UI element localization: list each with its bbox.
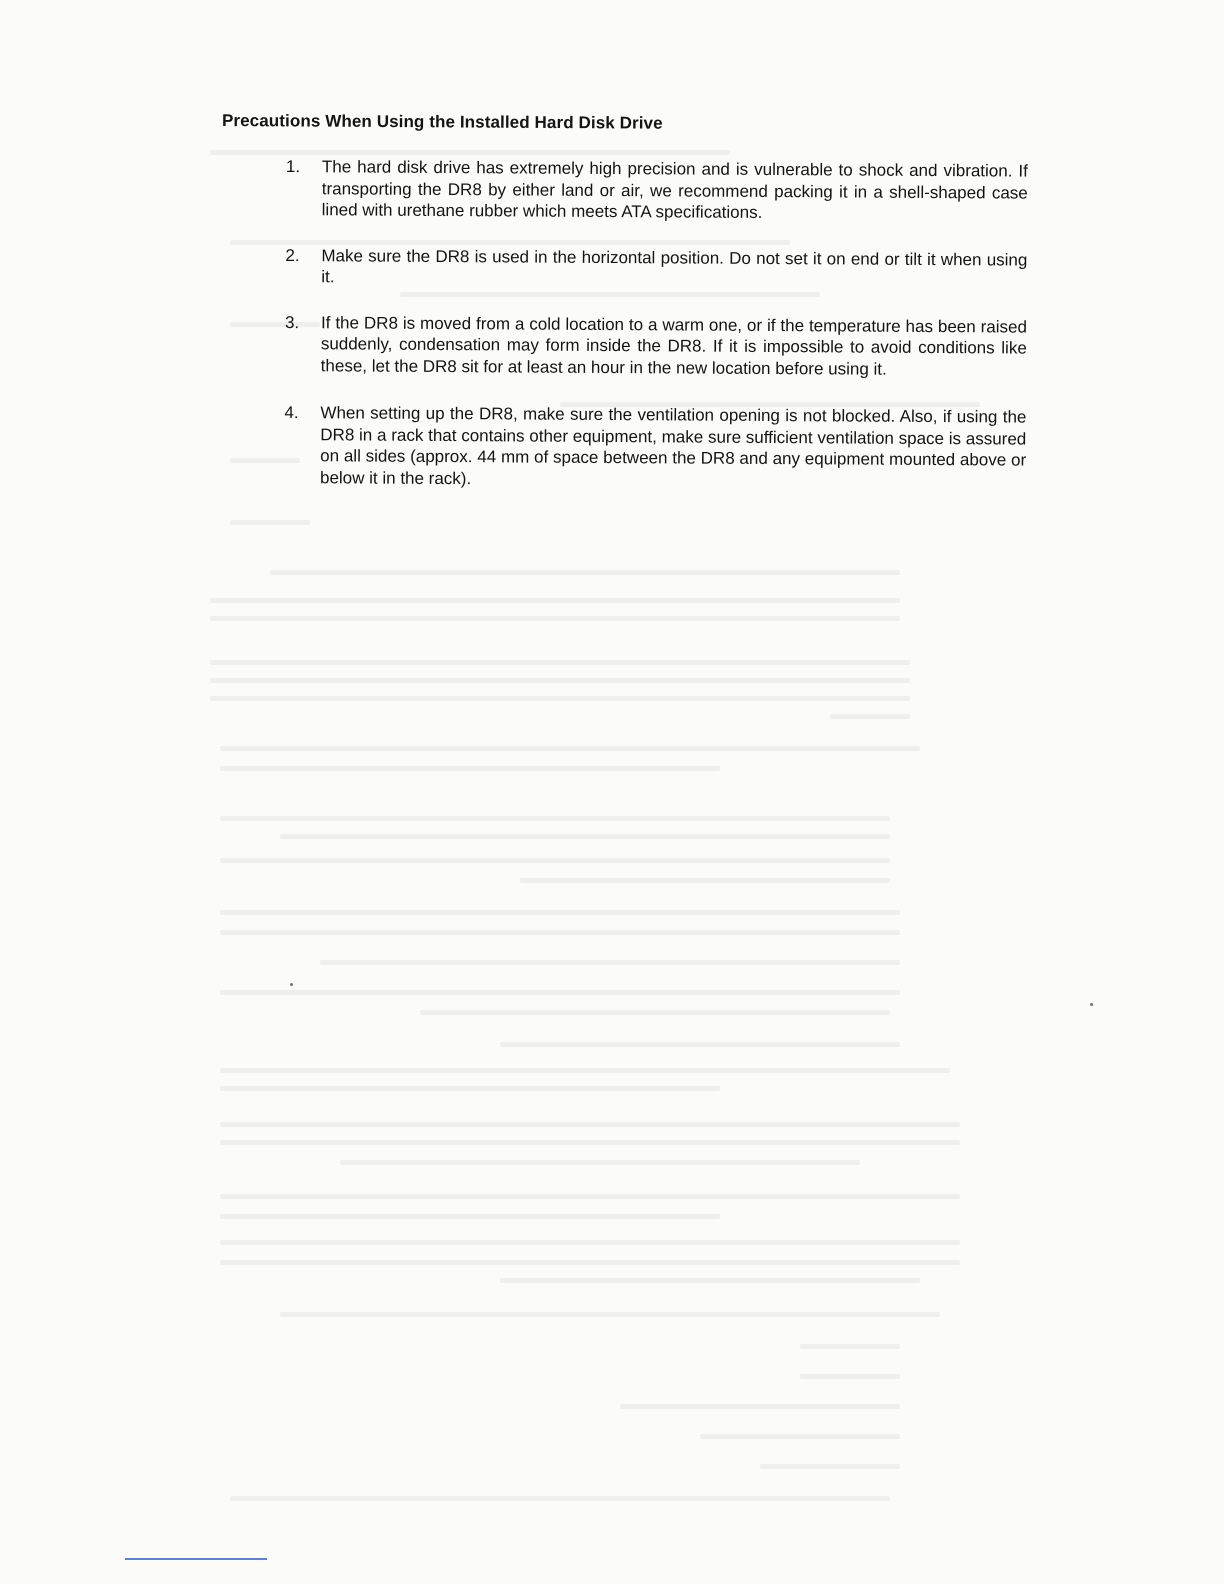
list-item [278,402,1027,493]
list-item-text: Make sure the DR8 is used in the horizontal position. Do not set it on end or tilt it when using it. [321,245,1028,287]
list-item-number: 4. [284,403,299,423]
list-item [279,311,1027,380]
list-item-number: 1. [285,157,301,177]
list-item-text: The hard disk drive has extremely high precision and is vulnerable to shock and vibration. If transporting the DR8 by either land or air, we recommend packing it in a shell-shaped case lined with urethane rubber which meets ATA specifications. [321,157,1028,222]
precautions-list [278,156,1028,493]
list-item-text: If the DR8 is moved from a cold location to a warm one, or if the temperature has been raised suddenly, condensation may form inside the DR8. If it is impossible to avoid conditions like these, let the DR8 sit for at least an hour in the new location before using it. [320,312,1028,379]
list-item [280,156,1028,225]
list-item-text: When setting up the DR8, make sure the ventilation opening is not blocked. Also, if using the DR8 in a rack that contains other equipment, make sure sufficient ventilation space is assured on all sides (approx. 44 mm of space between the DR8 and any equipment mounted above or below it in the rack). [319,403,1027,488]
scan-speck [1090,1003,1093,1006]
scan-artifact-line [125,1558,267,1560]
list-item-number: 3. [284,312,300,332]
list-item-number: 2. [285,245,300,265]
section-title: Precautions When Using the Installed Hard Disk Drive [221,111,663,133]
list-item [279,244,1027,292]
scan-speck [290,983,293,986]
